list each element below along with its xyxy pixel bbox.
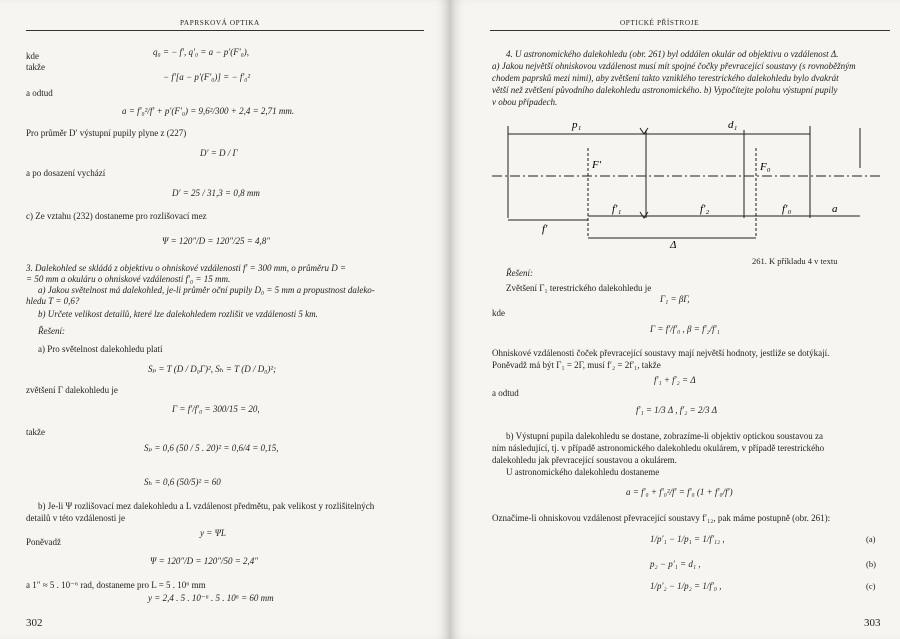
text-line: chodem paprsků mezi nimi), aby zvětšení takto vzniklého terestrického dalekohledu bylo dvakrát: [492, 73, 839, 83]
equation: Sₚ = 0,6 (50 / 5 . 20)² = 0,6/4 = 0,15,: [144, 443, 279, 453]
text-line: Označíme-li ohniskovou vzdálenost převracející soustavy f′₁₂, pak máme postupně (obr. 261):: [492, 513, 831, 523]
text-line: a po dosazení vychází: [26, 168, 106, 178]
equation: D′ = D / Γ: [200, 148, 238, 158]
text-line: zvětšení Γ dalekohledu je: [26, 385, 118, 395]
text-line: 4. U astronomického dalekohledu (obr. 261) byl oddálen okulár od objektivu o vzdálenost Δ.: [506, 49, 839, 59]
equation: − f′[a − p′(F′₀)] = − f′₀²: [163, 72, 251, 82]
text-line: kde: [492, 308, 505, 318]
equation: f′₁ = 1/3 Δ , f′₂ = 2/3 Δ: [636, 405, 717, 415]
figure-caption: 261. K příkladu 4 v textu: [752, 256, 838, 266]
page-number: 302: [26, 617, 43, 629]
label-delta: Δ: [670, 239, 677, 250]
telescope-diagram: [492, 108, 882, 250]
text-line: b) Výstupní pupila dalekohledu se dostane, zobrazíme-li objektiv optickou soustavou za: [506, 431, 824, 441]
text-line: a) Jakou největší ohniskovou vzdálenost musí mít spojné čočky převracející soustavy (s rovnoběžným: [492, 61, 856, 71]
text-line: detailů v této vzdálenosti je: [26, 513, 125, 523]
text-line: takže: [26, 62, 45, 72]
label-f2: f′₂: [700, 203, 710, 215]
equation: D′ = 25 / 31,3 = 0,8 mm: [172, 188, 260, 198]
equation: Γ₁ = βΓ,: [660, 294, 690, 304]
lens-arrow-head: [640, 212, 648, 218]
equation: Sₕ = 0,6 (50/5)² = 60: [144, 477, 221, 487]
text-line: Zvětšení Γ₁ terestrického dalekohledu je: [506, 283, 652, 293]
running-head: OPTICKÉ PŘÍSTROJE: [620, 19, 700, 27]
equation-label: (a): [866, 534, 876, 544]
equation: Ψ = 120″/D = 120″/50 = 2,4″: [150, 556, 259, 566]
text-line: dalekohledu jak převracející soustavou a okulárem.: [492, 455, 677, 465]
text-line: Poněvadž: [26, 537, 61, 547]
header-rule: [490, 30, 890, 31]
equation-label: (b): [866, 559, 876, 569]
equation: p₂ − p′₁ = d₁ ,: [650, 559, 701, 569]
text-line: a) Jakou světelnost má dalekohled, je-li průměr oční pupily D₀ = 5 mm a propustnost daleko-: [38, 285, 375, 295]
text-line: U astronomického dalekohledu dostaneme: [506, 467, 660, 477]
text-line: a 1″ ≈ 5 . 10⁻⁶ rad, dostaneme pro L = 5 . 10⁶ mm: [26, 580, 206, 590]
right-page: [450, 0, 900, 639]
label-a: a: [832, 203, 838, 215]
equation: y = ΨL: [200, 528, 226, 538]
page-number: 303: [864, 617, 881, 629]
equation: Ψ = 120″/D = 120″/25 = 4,8″: [162, 236, 271, 246]
text-line: v obou případech.: [492, 97, 558, 107]
equation-label: (c): [866, 581, 876, 591]
text-line: c) Ze vztahu (232) dostaneme pro rozlišovací mez: [26, 211, 207, 221]
text-line: Pro průměr D′ výstupní pupily plyne z (227): [26, 128, 187, 138]
text-line: a) Pro světelnost dalekohledu platí: [38, 344, 163, 354]
section-heading: Řešení:: [38, 326, 65, 336]
equation: Γ = f′/f′₀ = 300/15 = 20,: [172, 404, 260, 414]
section-heading: Řešení:: [506, 268, 533, 278]
equation: 1/p′₁ − 1/p₁ = 1/f′₁₂ ,: [650, 534, 725, 544]
text-line: a odtud: [492, 388, 519, 398]
lens-arrow-head: [640, 128, 648, 134]
text-line: Ohniskové vzdálenosti čoček převracející soustavy mají největší hodnoty, jestliže se dotýkají.: [492, 348, 830, 358]
equation: a = f′₀²/f′ + p′(F′₀) = 9,6²/300 + 2,4 = 2,71 mm.: [122, 106, 295, 116]
text-line: ním následující, tj. v případě astronomického dalekohledu okulárem, v případě terestrického: [492, 443, 825, 453]
text-line: takže: [26, 427, 45, 437]
equation: q₀ = − f′, q′₀ = a − p′(F′₀),: [153, 47, 250, 57]
text-line: 3. Dalekohled se skládá z objektivu o ohniskové vzdálenosti f′ = 300 mm, o průměru D =: [26, 263, 347, 273]
equation: 1/p′₂ − 1/p₂ = 1/f′₀ ,: [650, 581, 722, 591]
equation: Sₚ = T (D / D₀Γ)², Sₕ = T (D / D₀)²;: [148, 364, 277, 374]
label-f0: f′₀: [782, 203, 792, 215]
text-line: Poněvadž má být Γ₁ = 2Γ, musí f′₂ = 2f′₁, takže: [492, 360, 661, 370]
text-line: větší než zvětšení původního dalekohledu astronomického. b) Vypočítejte polohu výstupní pupily: [492, 85, 838, 95]
label-d1: d₁: [728, 119, 738, 131]
running-head: PAPRSKOVÁ OPTIKA: [180, 19, 260, 27]
text-line: a odtud: [26, 88, 53, 98]
text-line: b) Je-li Ψ rozlišovací mez dalekohledu a L vzdálenost předmětu, pak velikost y rozlišitelných: [38, 501, 375, 511]
equation: a = f′₀ + f′₀²/f′ = f′₀ (1 + f′₀/f′): [626, 487, 733, 497]
text-line: b) Určete velikost detailů, které lze dalekohledem rozlišit ve vzdálenosti 5 km.: [38, 309, 318, 319]
equation: f′₁ + f′₂ = Δ: [654, 375, 696, 385]
label-p1: p₁: [572, 119, 582, 131]
label-f1: f′₁: [612, 203, 622, 215]
equation: Γ = f′/f′₀ , β = f′₂/f′₁: [650, 324, 720, 334]
equation: y = 2,4 . 5 . 10⁻⁶ . 5 . 10⁶ = 60 mm: [148, 593, 274, 603]
label-F-prime: F′: [592, 159, 602, 171]
label-f-prime: f′: [542, 223, 548, 235]
header-rule: [26, 30, 424, 31]
text-line: kde: [26, 51, 39, 61]
label-F0: F₀: [760, 161, 771, 173]
text-line: = 50 mm a okuláru o ohniskové vzdálenosti f′₀ = 15 mm.: [26, 274, 231, 284]
text-line: hledu T = 0,6?: [26, 296, 80, 306]
